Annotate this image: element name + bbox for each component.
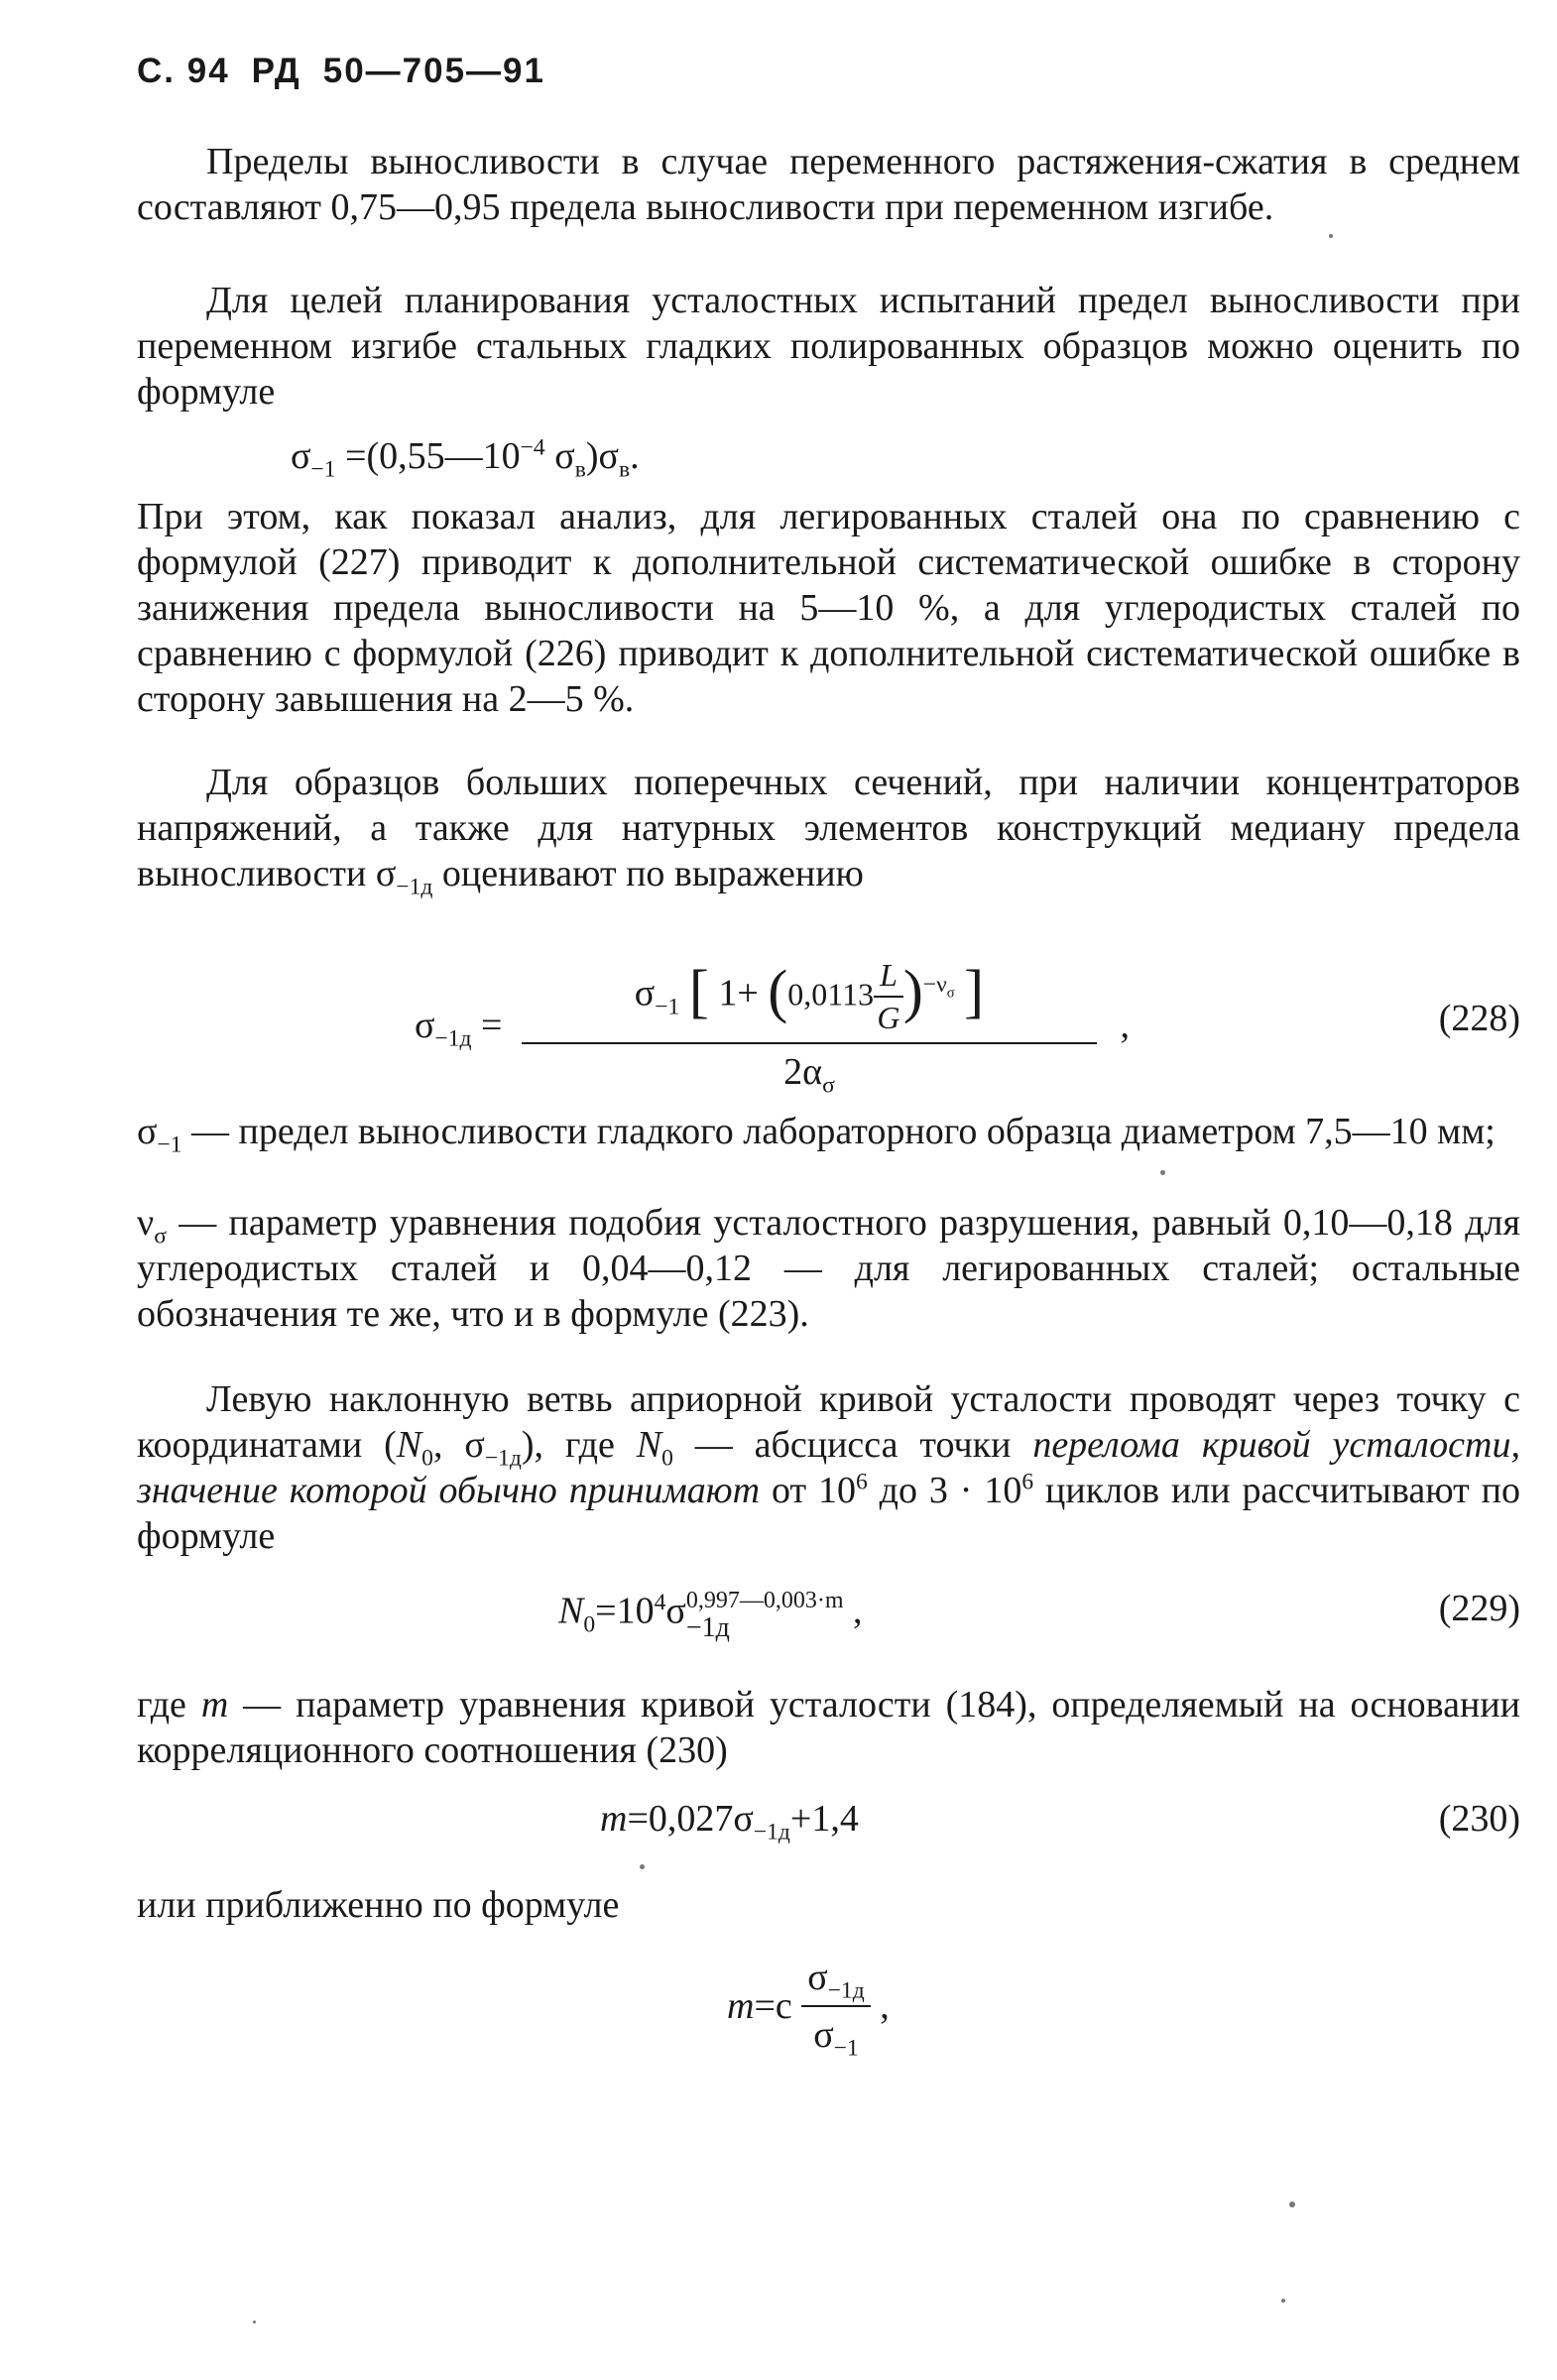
scan-speck xyxy=(1281,2299,1285,2303)
doc-number: 50—705—91 xyxy=(322,52,545,90)
doc-code: РД xyxy=(251,52,301,90)
document-page: С. 94 РД 50—705—91 Пределы выносливости в случае переменного растяжения-сжатия в среднем составляют 0,75—0,95 предела выносливости при переменном изгибе. Для целей планирования усталостных испытаний предел выносливости при переменном изгибе стальных гладких полированных образцов можно оценить по формуле $\sigma_{-1}$ $=(0,55—10^{-4}$ $\sigma_в)\sigma_в$. При этом, как показал анализ, для легированных сталей она по сравнению с формулой (227) приводит к дополнительной систематической ошибке в сторону занижения предела выносливости на 5—10 %, а для углеродистых сталей по сравнению с формулой (226) приводит к дополнительной систематической ошибке в сторону завышения на 2—5 %. Для образцов больших поперечных сечений, при наличии концентраторов напряжений, а также для натурных элементов конструкций медиану предела выносливости $\sigma_{-1д}$ оценивают по выражению $\sigma_{-1д}$ = $\sigma_{-1}$ [ 1+ (0,0113 $\frac{L}{G}$ )$^{-\nu_\sigma}$ ] $2\alpha_\sigma$ , (228) $\sigma_{-1}$ — предел выносливости гладкого лабораторного образца диаметром 7,5—10 мм; $\nu_\sigma$ — параметр уравнения подобия усталостного разрушения, равный 0,10—0,18 для углеродистых сталей и 0,04—0,12 — для легированных сталей; остальные обозначения те же, что и в формуле (223). Левую наклонную ветвь априорной кривой усталости проводят через точку с координатами ($N_0$, $\sigma_{-1д}$), где $N_0$ — абсцисса точки перелома кривой усталости, значение которой обычно принимают от $10^6$ до $3 \cdot 10^6$ циклов или рассчитывают по формуле $N_0=10^4\sigma$ 0,997—0,003·m −1д , (229) где m — параметр уравнения кривой усталости (184), определяемый на основании корреляционного соотношения (230) $m=0,027\sigma_{-1д}+1,4$ (230) или приближенно по формуле m=c $\frac{\sigma_{-1д}}{\sigma_{-1}}$ , xyxy=(0,0,1557,2380)
scan-speck xyxy=(640,1864,645,1869)
page-number: С. 94 xyxy=(137,52,230,90)
scan-speck xyxy=(1160,1170,1165,1175)
equation-228: $\sigma_{-1д}$ = $\sigma_{-1}$ [ 1+ (0,0113 $\frac{L}{G}$ )$^{-\nu_\sigma}$ ] $2\alpha_\sigma$ , (228) xyxy=(415,957,1520,1099)
paragraph-8: где m — параметр уравнения кривой усталости (184), определяемый на основании корреляционного соотношения (230) xyxy=(137,1684,1520,1771)
page-header xyxy=(137,52,567,91)
paragraph-6: $\nu_\sigma$ — параметр уравнения подобия усталостного разрушения, равный 0,10—0,18 для углеродистых сталей и 0,04—0,12 — для легированных сталей; остальные обозначения те же, что и в формуле (223). xyxy=(137,1202,1520,1335)
scan-speck xyxy=(1329,234,1333,238)
paragraph-7: Левую наклонную ветвь априорной кривой усталости проводят через точку с координатами ($N_0$, $\sigma_{-1д}$), где $N_0$ — абсцисса точки перелома кривой усталости, значение которой обычно принимают от $10^6$ до $3 \cdot 10^6$ циклов или рассчитывают по формуле xyxy=(137,1378,1520,1557)
paragraph-5: $\sigma_{-1}$ — предел выносливости гладкого лабораторного образца диаметром 7,5—10 мм; xyxy=(137,1111,1496,1158)
paragraph-3: При этом, как показал анализ, для легированных сталей она по сравнению с формулой (227) приводит к дополнительной систематической ошибке в сторону занижения предела выносливости на 5—10 %, а для углеродистых сталей по сравнению с формулой (226) приводит к дополнительной систематической ошибке в сторону завышения на 2—5 %. xyxy=(137,496,1520,720)
equation-number: (230) xyxy=(1438,1798,1520,1840)
paragraph-9: или приближенно по формуле xyxy=(137,1884,620,1926)
paragraph-1: Пределы выносливости в случае переменного растяжения-сжатия в среднем составляют 0,75—0,95 предела выносливости при переменном изгибе. xyxy=(137,141,1520,228)
paragraph-4: Для образцов больших поперечных сечений, при наличии концентраторов напряжений, а также для натурных элементов конструкций медиану предела выносливости $\sigma_{-1д}$ оценивают по выражению xyxy=(137,762,1520,900)
equation-number: (228) xyxy=(1438,998,1520,1039)
equation-number: (229) xyxy=(1438,1588,1520,1629)
scan-speck xyxy=(253,2320,256,2323)
scan-speck xyxy=(1289,2202,1295,2207)
equation-m-approx: m=c $\frac{\sigma_{-1д}}{\sigma_{-1}}$ , xyxy=(727,1957,890,2062)
paragraph-2: Для целей планирования усталостных испытаний предел выносливости при переменном изгибе стальных гладких полированных образцов можно оценить по формуле xyxy=(137,280,1520,413)
